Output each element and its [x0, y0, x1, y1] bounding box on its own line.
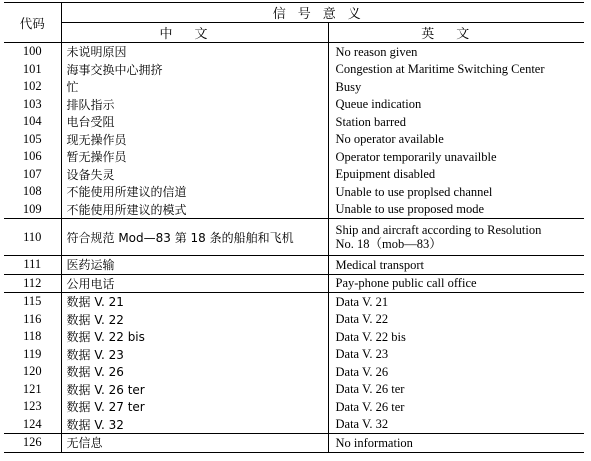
cell-chinese: 不能使用所建议的信道 — [61, 183, 328, 201]
cell-code: 124 — [4, 416, 61, 434]
cell-code: 120 — [4, 363, 61, 381]
table-row — [4, 166, 584, 184]
cell-english: Medical transport — [328, 256, 584, 275]
table-row — [4, 148, 584, 166]
table-row — [4, 434, 584, 453]
cell-chinese: 数据 V. 26 ter — [61, 381, 328, 399]
table-row — [4, 293, 584, 311]
table-row — [4, 201, 584, 219]
cell-code: 103 — [4, 96, 61, 114]
table-row — [4, 363, 584, 381]
cell-code: 104 — [4, 113, 61, 131]
table-row — [4, 256, 584, 275]
cell-chinese: 现无操作员 — [61, 131, 328, 149]
cell-english: Operator temporarily unavailble — [335, 149, 497, 164]
cell-code: 121 — [4, 381, 61, 399]
cell-english: Busy — [335, 79, 362, 94]
cell-code: 126 — [4, 434, 61, 453]
header-english: 英文 — [328, 23, 584, 43]
cell-code: 111 — [4, 256, 61, 275]
table-row — [4, 328, 584, 346]
cell-code: 119 — [4, 346, 61, 364]
cell-english: Pay-phone public call office — [328, 274, 584, 293]
cell-chinese: 海事交换中心拥挤 — [61, 61, 328, 79]
cell-chinese: 不能使用所建议的模式 — [61, 201, 328, 219]
cell-english: Data V. 22 — [335, 312, 389, 327]
cell-english — [328, 219, 584, 256]
cell-english: Station barred — [335, 114, 406, 129]
header-chinese: 中文 — [61, 23, 328, 43]
cell-code: 118 — [4, 328, 61, 346]
cell-english-line-2: No. 18（mob—83） — [335, 237, 442, 251]
cell-english: Unable to use proposed mode — [335, 202, 485, 217]
cell-code: 102 — [4, 78, 61, 96]
cell-chinese: 数据 V. 22 bis — [61, 328, 328, 346]
table-row — [4, 346, 584, 364]
table-row — [4, 274, 584, 293]
cell-code: 109 — [4, 201, 61, 219]
header-code: 代码 — [4, 3, 61, 43]
cell-chinese: 公用电话 — [61, 274, 328, 293]
header-signal-meaning: 信号意义 — [61, 3, 584, 23]
cell-english: Data V. 26 ter — [335, 399, 405, 414]
table-row — [4, 131, 584, 149]
cell-chinese: 设备失灵 — [61, 166, 328, 184]
cell-english: Data V. 26 — [335, 364, 389, 379]
cell-chinese: 符合规范 Mod—83 第 18 条的船舶和飞机 — [61, 219, 328, 256]
table-row — [4, 398, 584, 416]
cell-chinese: 暂无操作员 — [61, 148, 328, 166]
cell-chinese: 排队指示 — [61, 96, 328, 114]
table-row — [4, 219, 584, 256]
cell-chinese: 数据 V. 21 — [61, 293, 328, 311]
cell-code: 106 — [4, 148, 61, 166]
cell-english: Data V. 32 — [335, 417, 389, 432]
cell-english: Congestion at Maritime Switching Center — [335, 62, 545, 77]
cell-chinese: 电台受阻 — [61, 113, 328, 131]
cell-english: No operator available — [335, 132, 444, 147]
cell-code: 116 — [4, 311, 61, 329]
cell-chinese: 数据 V. 26 — [61, 363, 328, 381]
cell-code: 105 — [4, 131, 61, 149]
cell-chinese: 忙 — [61, 78, 328, 96]
signal-code-table — [4, 2, 584, 453]
table-row — [4, 61, 584, 79]
table-row — [4, 96, 584, 114]
cell-chinese: 数据 V. 32 — [61, 416, 328, 434]
cell-chinese: 数据 V. 23 — [61, 346, 328, 364]
cell-chinese: 无信息 — [61, 434, 328, 453]
cell-english: No reason given — [328, 43, 584, 61]
table-row — [4, 78, 584, 96]
cell-english: No information — [328, 434, 584, 453]
table-row — [4, 311, 584, 329]
table-row — [4, 43, 584, 61]
cell-code: 108 — [4, 183, 61, 201]
cell-code: 112 — [4, 274, 61, 293]
cell-english: Epuipment disabled — [335, 167, 436, 182]
cell-chinese: 数据 V. 27 ter — [61, 398, 328, 416]
cell-chinese: 医药运输 — [61, 256, 328, 275]
cell-english: Queue indication — [335, 97, 422, 112]
cell-code: 101 — [4, 61, 61, 79]
cell-english: Data V. 21 — [328, 293, 584, 311]
cell-english: Data V. 26 ter — [335, 382, 405, 397]
cell-code: 123 — [4, 398, 61, 416]
cell-chinese: 数据 V. 22 — [61, 311, 328, 329]
table-row — [4, 113, 584, 131]
cell-chinese: 未说明原因 — [61, 43, 328, 61]
cell-english: Data V. 22 bis — [335, 329, 406, 344]
cell-english-line-1: Ship and aircraft according to Resolution — [335, 223, 542, 237]
cell-code: 115 — [4, 293, 61, 311]
cell-code: 100 — [4, 43, 61, 61]
cell-code: 107 — [4, 166, 61, 184]
table-row — [4, 183, 584, 201]
cell-english: Data V. 23 — [335, 347, 389, 362]
table-row — [4, 416, 584, 434]
cell-code: 110 — [4, 219, 61, 256]
cell-english: Unable to use proplsed channel — [335, 184, 493, 199]
table-body — [4, 43, 584, 453]
table-row — [4, 381, 584, 399]
